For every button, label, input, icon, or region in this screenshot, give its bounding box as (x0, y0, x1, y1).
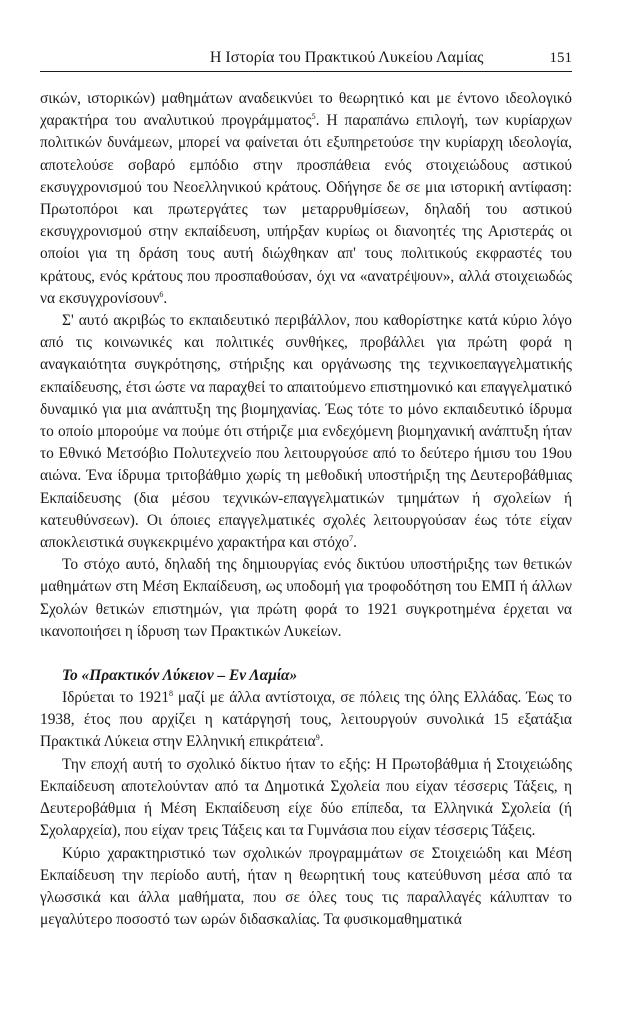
paragraph-text: . (319, 733, 324, 751)
paragraph-text: Το στόχο αυτό, δηλαδή της δημιουργίας ενός δικτύου υποστήριξης των θετικών μαθημάτων στη Μέση Εκπαίδευση, ως υποδομή για τροφοδότηση του ΕΜΠ ή άλλων Σχολών θετικών επιστημών, για πρώτη φορά το 1921 συγκροτημένα έρχεται να ικανοποιήσει η ίδρυση των Πρακτικών Λυκείων. (40, 556, 572, 640)
footnote-ref: 6 (159, 289, 164, 299)
running-header-title: Η Ιστορία του Πρακτικού Λυκείου Λαμίας (209, 49, 484, 66)
footnote-ref: 5 (311, 112, 316, 122)
paragraph-text: Ιδρύεται το 1921 (62, 689, 170, 707)
page-body (40, 88, 572, 931)
paragraph (40, 554, 572, 643)
page-number: 151 (549, 50, 572, 66)
paragraph-text: . Η παραπάνω επιλογή, των κυρίαρχων πολιτικών δυνάμεων, μπορεί να φαίνεται ότι εξυπηρετούσε την κυρίαρχη ιδεολογία, αποτελούσε σοβαρό εμπόδιο στην προσπάθεια ενός στοιχειώδους αστικού εκσυγχρονισμού του Νεοελληνικού κράτους. Οδήγησε δε σε μια ιστορική αντίφαση: Πρωτοπόροι και πρωτεργάτες των μεταρρυθμίσεων, δηλαδή του αστικού εκσυγχρονισμού στην εκπαίδευση, υπήρξαν κυρίως οι διανοητές της Αριστεράς οι οποίοι για τη δράση τους αυτή διώχθηκαν απ' τους πολιτικούς εκφραστές του κράτους, ενός κράτους που προσπαθούσαν, όχι να «ανατρέψουν», αλλά στοιχειωδώς να εκσυγχρονίσουν (40, 112, 572, 307)
paragraph (40, 687, 572, 754)
paragraph-text: . (163, 289, 168, 307)
paragraph (40, 310, 572, 554)
paragraph (40, 843, 572, 932)
running-header (40, 48, 572, 72)
footnote-ref: 9 (315, 733, 320, 743)
paragraph-text: Κύριο χαρακτηριστικό των σχολικών προγραμμάτων σε Στοιχειώδη και Μέση Εκπαίδευση την περίοδο αυτή, ήταν η θεωρητική τους κατεύθυνση μέσα από τα γλωσσικά και άλλα μαθήματα, που σε όλες τους τις παραλλαγές κάλυπταν το μεγαλύτερο ποσοστό των ωρών διδασκαλίας. Τα φυσικομαθηματικά (40, 844, 572, 929)
paragraph-text: Σ' αυτό ακριβώς το εκπαιδευτικό περιβάλλον, που καθορίστηκε κατά κύριο λόγο από τις κοινωνικές και πολιτικές συνθήκες, προβάλλει για πρώτη φορά η αναγκαιότητα συγκρότησης, στήριξης και οργάνωσης της τεχνικοεπαγγελματικής εκπαίδευσης, έτσι ώστε να παραχθεί το απαιτούμενο επιστημονικό και επαγγελματικό δυναμικό για μια ανάπτυξη της βιομηχανίας. Έως τότε το μόνο εκπαιδευτικό ίδρυμα το οποίο μπορούμε να πούμε ότι στήριζε μια ενδεχόμενη βιομηχανική ανάπτυξη ήταν το Εθνικό Μετσόβιο Πολυτεχνείο που λειτουργούσε από το δεύτερο ήμισυ του 19ου αιώνα. Ένα ίδρυμα τριτοβάθμιο χωρίς τη μεθοδική υποστήριξη της Δευτεροβάθμιας Εκπαίδευσης (δια μέσου τεχνικών-επαγγελματικών τμημάτων ή σχολείων ή κατευθύνσεων). Οι όποιες επαγγελματικές σχολές λειτουργούσαν έως τότε είχαν αποκλειστικά συγκεκριμένο χαρακτήρα και στόχο (40, 312, 572, 552)
paragraph-text: σικών, ιστορικών) μαθημάτων αναδεικνύει το θεωρητικό και με έντονο ιδεολογικό χαρακτήρα του αναλυτικού προγράμματος (40, 90, 572, 130)
book-page (40, 48, 572, 931)
paragraph (40, 88, 572, 310)
paragraph-text: μαζί με άλλα αντίστοιχα, σε πόλεις της όλης Ελλάδας. Έως το 1938, έτος που αρχίζει η κατάργησή τους, λειτουργούν συνολικά 15 εξατάξια Πρακτικά Λύκεια στην Ελληνική επικράτεια (40, 689, 572, 751)
section-heading: Το «Πρακτικόν Λύκειον – Εν Λαμία» (62, 667, 298, 685)
footnote-ref: 7 (349, 533, 354, 543)
paragraph-text: Την εποχή αυτή το σχολικό δίκτυο ήταν το εξής: Η Πρωτοβάθμια ή Στοιχειώδης Εκπαίδευση αποτελούνταν από τα Δημοτικά Σχολεία που είχαν τέσσερις Τάξεις, η Δευτεροβάθμια ή Μέση Εκπαίδευση είχε δύο επίπεδα, τα Ελληνικά Σχολεία (ή Σχολαρχεία), που είχαν τρεις Τάξεις και τα Γυμνάσια που είχαν τέσσερις Τάξεις. (40, 755, 572, 840)
footnote-ref: 8 (169, 688, 174, 698)
paragraph-text: . (353, 534, 358, 552)
paragraph (40, 754, 572, 843)
